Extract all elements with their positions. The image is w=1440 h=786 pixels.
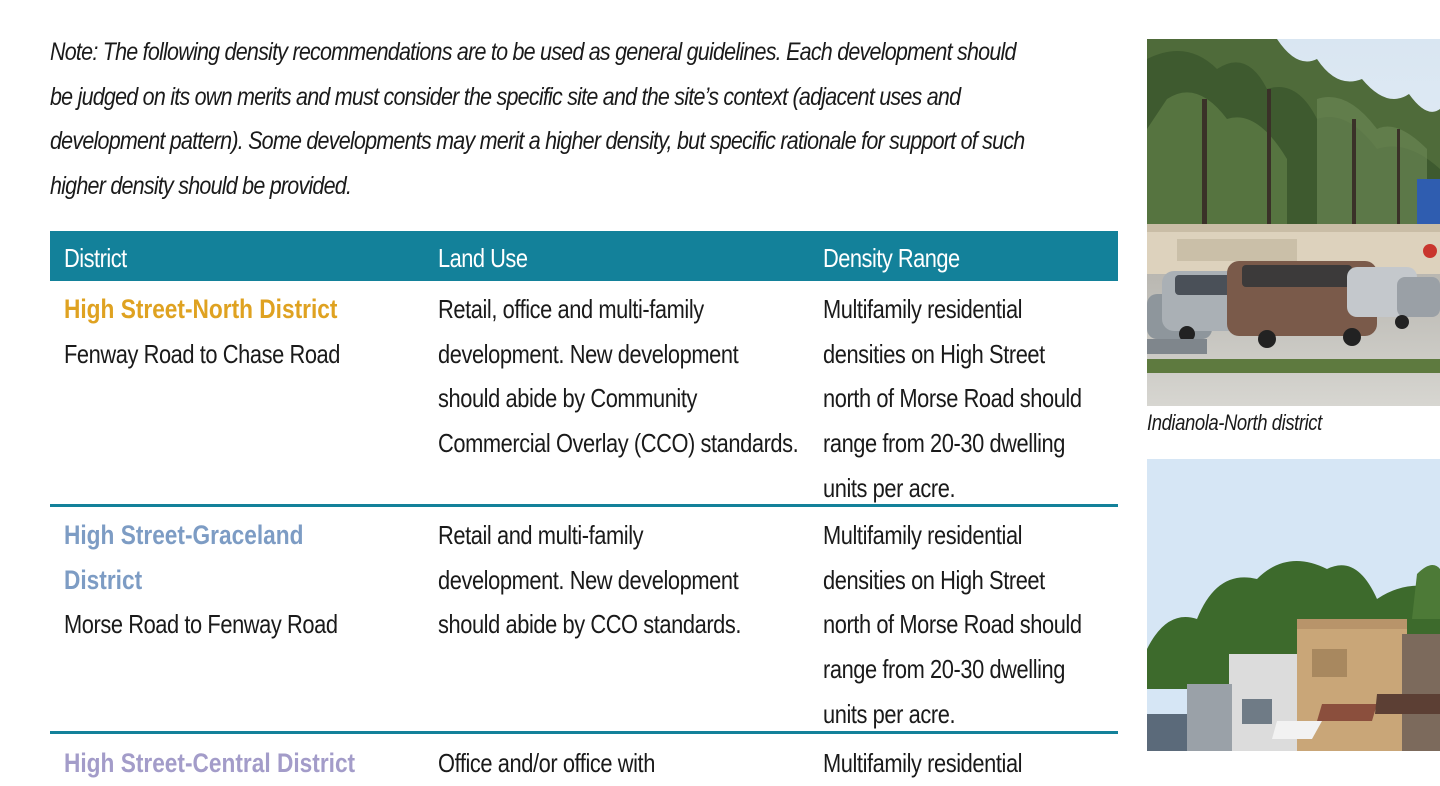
density-line: north of Morse Road should bbox=[823, 609, 1082, 640]
district-name: High Street-Central District bbox=[64, 748, 356, 778]
density-line: units per acre. bbox=[823, 472, 956, 503]
land-use-line: should abide by Community bbox=[438, 383, 698, 414]
density-line: Multifamily residential bbox=[823, 520, 1023, 550]
header-land-use: Land Use bbox=[438, 243, 528, 273]
table-row bbox=[50, 281, 1118, 507]
indianola-north-photo bbox=[1147, 39, 1440, 406]
land-use-line: Retail, office and multi-family bbox=[438, 294, 704, 324]
table-row bbox=[50, 734, 1118, 778]
land-use-cell bbox=[438, 287, 798, 466]
district-cell bbox=[64, 741, 355, 786]
density-line: range from 20-30 dwelling bbox=[823, 428, 1066, 459]
guideline-note bbox=[50, 30, 1025, 208]
density-cell bbox=[823, 513, 1082, 736]
district-cell bbox=[64, 287, 340, 376]
land-use-line: Commercial Overlay (CCO) standards. bbox=[438, 428, 799, 459]
note-line: Note: The following density recommendations are to be used as general guidelines. Each development should bbox=[50, 38, 1016, 66]
land-use-line: development. New development bbox=[438, 338, 739, 369]
district-cell bbox=[64, 513, 338, 647]
density-line: densities on High Street bbox=[823, 564, 1045, 595]
table-header bbox=[50, 231, 1118, 281]
storefront-photo bbox=[1147, 459, 1440, 751]
district-subtitle: Morse Road to Fenway Road bbox=[64, 609, 338, 640]
land-use-line: development. New development bbox=[438, 564, 739, 595]
land-use-cell bbox=[438, 513, 741, 647]
header-density-range: Density Range bbox=[823, 243, 960, 273]
density-table bbox=[50, 231, 1118, 778]
district-subtitle: Fenway Road to Chase Road bbox=[64, 338, 341, 369]
density-line: north of Morse Road should bbox=[823, 383, 1082, 414]
density-cell bbox=[823, 741, 1022, 786]
density-line: range from 20-30 dwelling bbox=[823, 654, 1066, 685]
land-use-line: Office and/or office with bbox=[438, 748, 655, 778]
district-name: High Street-North District bbox=[64, 294, 338, 324]
district-name: High Street-Graceland bbox=[64, 520, 304, 550]
density-line: Multifamily residential bbox=[823, 748, 1023, 778]
density-cell bbox=[823, 287, 1082, 510]
note-line: higher density should be provided. bbox=[50, 171, 352, 200]
photo-caption: Indianola-North district bbox=[1147, 410, 1322, 435]
district-name: District bbox=[64, 564, 143, 595]
density-line: units per acre. bbox=[823, 698, 956, 729]
land-use-line: Retail and multi-family bbox=[438, 520, 644, 550]
header-district: District bbox=[64, 243, 127, 273]
table-row bbox=[50, 507, 1118, 734]
note-line: be judged on its own merits and must consider the specific site and the site’s context (adjacent uses and bbox=[50, 82, 961, 111]
land-use-cell bbox=[438, 741, 655, 786]
note-line: development pattern). Some developments may merit a higher density, but specific rationale for support of such bbox=[50, 127, 1025, 155]
land-use-line: should abide by CCO standards. bbox=[438, 609, 742, 640]
density-line: Multifamily residential bbox=[823, 294, 1023, 324]
density-line: densities on High Street bbox=[823, 338, 1045, 369]
